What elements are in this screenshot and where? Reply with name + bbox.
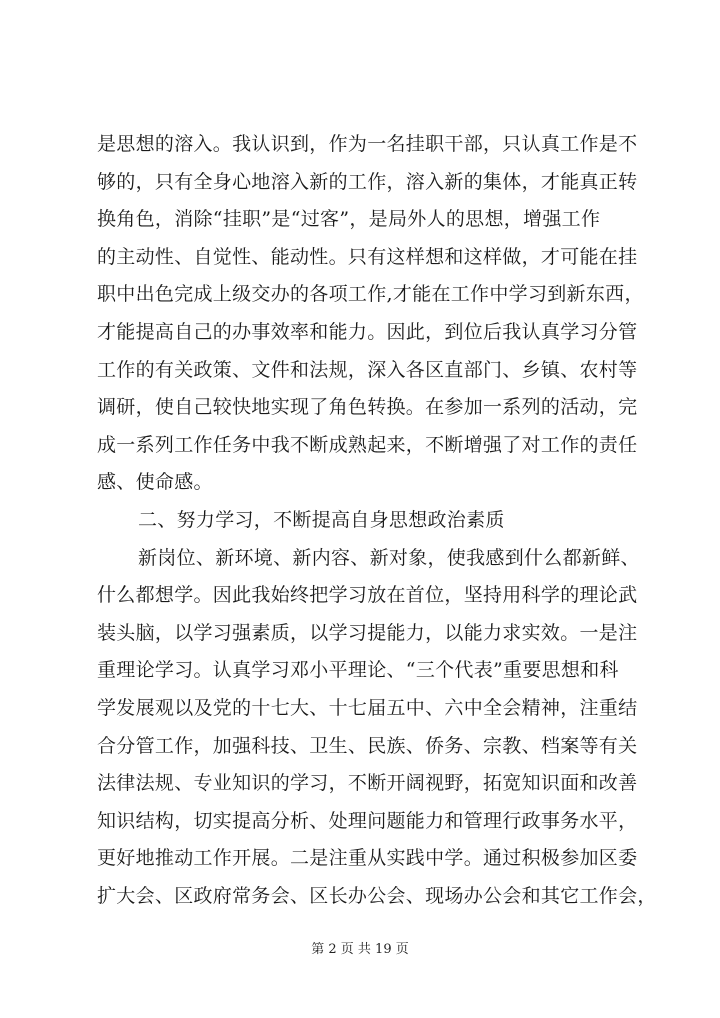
body-text	[97, 126, 657, 915]
text-line: 重理论学习。认真学习邓小平理论、“三个代表”重要思想和科	[97, 659, 619, 682]
section-heading: 二、努力学习，不断提高自身思想政治素质	[138, 508, 505, 531]
paragraph-first-line: 新岗位、新环境、新内容、新对象，使我感到什么都新鲜、	[138, 546, 640, 569]
text-line: 扩大会、区政府常务会、区长办公会、现场办公会和其它工作会，	[97, 884, 657, 907]
text-line: 什么都想学。因此我始终把学习放在首位，坚持用科学的理论武	[97, 584, 638, 607]
text-line: 换角色，消除“挂职”是“过客”，是局外人的思想，增强工作	[97, 208, 601, 231]
text-line: 的主动性、自觉性、能动性。只有这样想和这样做，才可能在挂	[97, 245, 638, 268]
text-line: 是思想的溶入。我认识到，作为一名挂职干部，只认真工作是不	[97, 133, 638, 155]
text-line: 调研，使自己较快地实现了角色转换。在参加一系列的活动，完	[97, 396, 638, 419]
text-line: 学发展观以及党的十七大、十七届五中、六中全会精神，注重结	[97, 696, 638, 719]
text-line: 工作的有关政策、文件和法规，深入各区直部门、乡镇、农村等	[97, 358, 638, 381]
text-line: 法律法规、专业知识的学习，不断开阔视野，拓宽知识面和改善	[97, 772, 638, 795]
text-line: 装头脑，以学习强素质，以学习提能力，以能力求实效。一是注	[97, 621, 638, 644]
text-line: 感、使命感。	[97, 471, 213, 494]
text-line: 职中出色完成上级交办的各项工作,才能在工作中学习到新东西，	[97, 283, 644, 306]
text-line: 合分管工作，加强科技、卫生、民族、侨务、宗教、档案等有关	[97, 734, 638, 757]
text-line: 才能提高自己的办事效率和能力。因此，到位后我认真学习分管	[97, 320, 638, 343]
text-line: 知识结构，切实提高分析、处理问题能力和管理行政事务水平，	[97, 809, 638, 832]
page-footer: 第 2 页 共 19 页	[311, 942, 409, 957]
text-line: 成一系列工作任务中我不断成熟起来，不断增强了对工作的责任	[97, 433, 638, 456]
text-line: 够的，只有全身心地溶入新的工作，溶入新的集体，才能真正转	[97, 170, 638, 193]
text-line: 更好地推动工作开展。二是注重从实践中学。通过积极参加区委	[97, 847, 638, 870]
